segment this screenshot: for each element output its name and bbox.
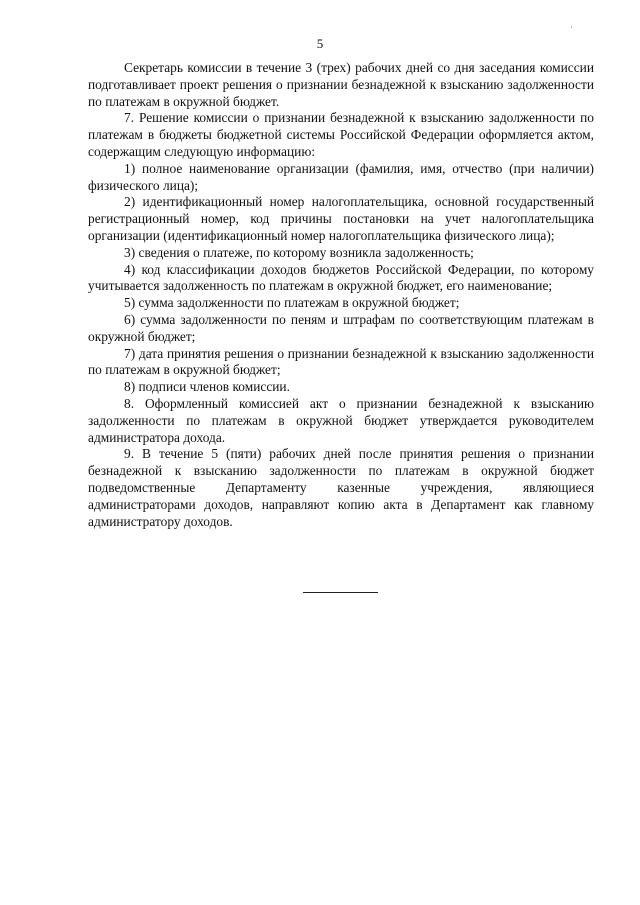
list-item-3: 3) сведения о платеже, по которому возникла задолженность; <box>124 244 474 260</box>
paragraph-7-act-decision: 7. Решение комиссии о признании безнадежной к взысканию задолженности по платежам в бюджеты бюджетной системы Российской Федерации оформляется актом, содержащим следующую информацию: <box>88 110 594 159</box>
document-body <box>88 60 594 530</box>
list-item-7: 7) дата принятия решения о признании безнадежной к взысканию задолженности по платежам в окружной бюджет; <box>88 345 594 378</box>
list-item-6: 6) сумма задолженности по пеням и штрафам по соответствующим платежам в окружной бюджет; <box>88 311 594 344</box>
page-number: 5 <box>316 36 324 51</box>
paragraph-secretary: Секретарь комиссии в течение 3 (трех) рабочих дней со дня заседания комиссии подготавливает проект решения о признании безнадежной к взысканию задолженности по платежам в окружной бюджет. <box>88 60 594 109</box>
corner-mark: · <box>570 22 573 32</box>
paragraph-8-act-approval: 8. Оформленный комиссией акт о признании безнадежной к взысканию задолженности по платежам в окружной бюджет утверждается руководителем администратора дохода. <box>88 395 594 445</box>
end-divider-line <box>303 592 378 593</box>
paragraph-9-copy-submission: 9. В течение 5 (пяти) рабочих дней после принятия решения о признании безнадежной к взысканию задолженности по платежам в окружной бюджет подведомственные Департаменту казенные учреждения, являющиеся администраторами доходов, направляют копию акта в Департамент как главному администратору доходов. <box>88 446 594 529</box>
list-item-2: 2) идентификационный номер налогоплательщика, основной государственный регистрационный номер, код причины постановки на учет налогоплательщика организации (идентификационный номер налогоплательщика физического лица); <box>88 194 594 243</box>
list-item-8: 8) подписи членов комиссии. <box>124 379 290 395</box>
list-item-1: 1) полное наименование организации (фамилия, имя, отчество (при наличии) физического лица); <box>88 160 594 193</box>
list-item-4: 4) код классификации доходов бюджетов Российской Федерации, по которому учитывается задолженность по платежам в окружной бюджет, его наименование; <box>88 261 594 294</box>
list-item-5: 5) сумма задолженности по платежам в окружной бюджет; <box>124 295 460 311</box>
